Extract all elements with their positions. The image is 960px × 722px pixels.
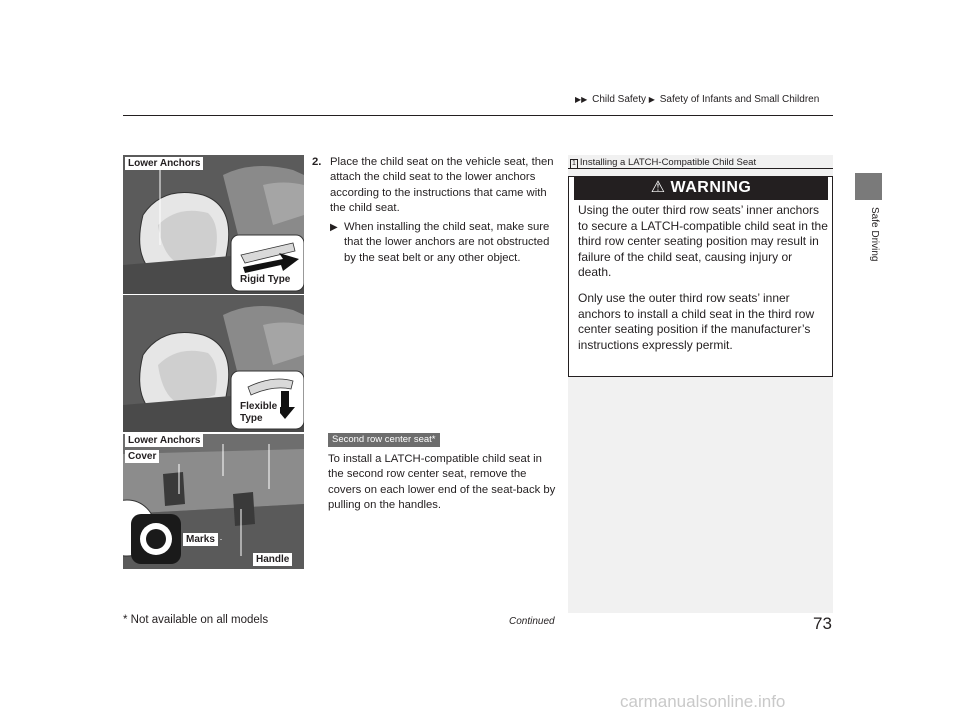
breadcrumb-item-infants[interactable]: Safety of Infants and Small Children [659, 94, 820, 105]
note-arrow-icon: ▶ [330, 222, 338, 233]
label-flexible-type-line1: Flexible [240, 401, 278, 412]
warning-paragraph-2: Only use the outer third row seats’ inner anchors to install a child seat in the third row center seating position if the manufacturer’s instructions expressly permit. [578, 291, 815, 352]
heading-text: Installing a LATCH-Compatible Child Seat [579, 157, 757, 168]
step-2-note [330, 220, 555, 266]
breadcrumb-arrow-icon: ▶▶ [575, 95, 588, 104]
side-notes-divider [568, 168, 833, 169]
figure-rigid-type [123, 155, 304, 294]
label-flexible-type [237, 401, 280, 425]
figure-flexible-type [123, 295, 304, 432]
warning-title: WARNING [670, 179, 752, 196]
warning-triangle-icon: ⚠ [650, 179, 666, 196]
label-marks: Marks [183, 533, 218, 546]
breadcrumb [575, 94, 819, 105]
note-text: When installing the child seat, make sure that the lower anchors are not obstructed by the seat belt or any other object. [344, 221, 550, 264]
breadcrumb-separator-icon: ▶ [648, 95, 655, 104]
label-lower-anchors-top: Lower Anchors [125, 157, 203, 170]
second-row-instructions: To install a LATCH-compatible child seat in the second row center seat, remove the covers on each lower end of the seat-back by pulling on the handles. [328, 453, 556, 511]
heading-marker: 1 [572, 160, 576, 167]
label-flexible-type-line2: Type [240, 413, 263, 424]
label-cover: Cover [125, 450, 159, 463]
step-text: Place the child seat on the vehicle seat, then attach the child seat to the lower anchors according to the instructions that came with the child seat. [330, 156, 554, 214]
warning-paragraph-1: Using the outer third row seats’ inner anchors to secure a LATCH-compatible child seat in the third row center seating position may result in failure of the child seat, causing injury or death. [578, 203, 828, 280]
step-2 [312, 155, 557, 216]
header-divider [123, 115, 833, 116]
figure-center-seat-covers [123, 434, 304, 569]
footnote: * Not available on all models [123, 614, 269, 626]
label-rigid-type: Rigid Type [237, 273, 293, 286]
section-tab-marker [855, 173, 882, 200]
section-tag-second-row-center: Second row center seat* [328, 433, 440, 447]
label-lower-anchors-bottom: Lower Anchors [125, 434, 203, 447]
section-label: Safe Driving [869, 207, 880, 262]
watermark: carmanualsonline.info [620, 692, 786, 711]
page-number: 73 [813, 614, 832, 633]
continued-label: Continued [509, 616, 555, 627]
label-handle: Handle [253, 553, 292, 566]
breadcrumb-item-child-safety[interactable]: Child Safety [592, 94, 647, 105]
step-number: 2. [312, 156, 322, 168]
warning-header [574, 176, 828, 200]
